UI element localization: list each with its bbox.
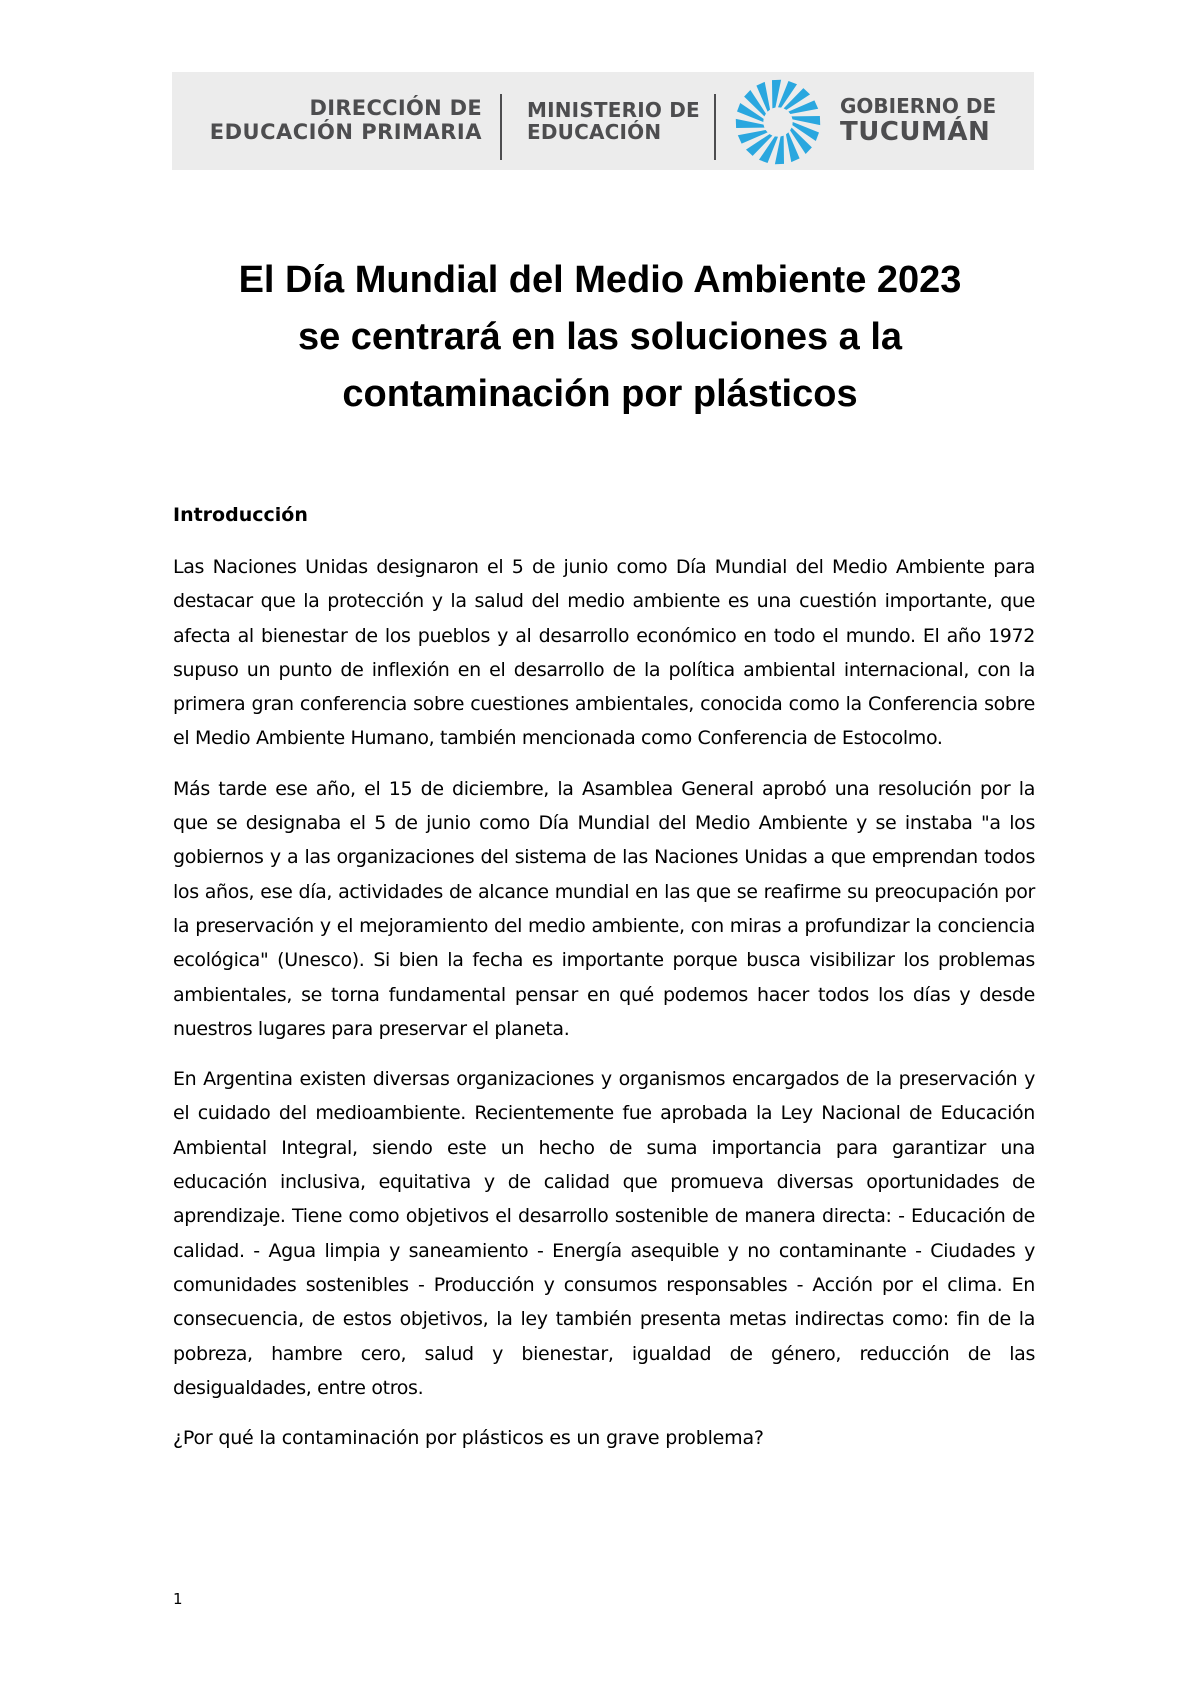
logo-direccion-educacion-primaria <box>184 72 482 170</box>
logo-ministerio-educacion <box>527 72 717 170</box>
logo-ministerio-line2: EDUCACIÓN <box>527 120 662 144</box>
document-body <box>173 498 1035 1455</box>
logo-divider <box>500 94 502 160</box>
paragraph-2: Más tarde ese año, el 15 de diciembre, la Asamblea General aprobó una resolución por la que se designaba el 5 de junio como Día Mundial del Medio Ambiente y se instaba "a los gobiernos y a las organizaciones del sistema de las Naciones Unidas a que emprendan todos los años, ese día, actividades de alcance mundial en las que se reafirme su preocupación por la preservación y el mejoramiento del medio ambiente, con miras a profundizar la conciencia ecológica" (Unesco). Si bien la fecha es importante porque busca visibilizar los problemas ambientales, se torna fundamental pensar en qué podemos hacer todos los días y desde nuestros lugares para preservar el planeta. <box>173 777 1035 1040</box>
logo-ministerio-line1: MINISTERIO DE <box>527 97 700 122</box>
logo-gobierno-line2: TUCUMÁN <box>840 116 991 147</box>
document-title <box>130 252 1070 423</box>
paragraph-1: Las Naciones Unidas designaron el 5 de junio como Día Mundial del Medio Ambiente para destacar que la protección y la salud del medio ambiente es una cuestión importante, que afecta al bienestar de los pueblos y al desarrollo económico en todo el mundo. El año 1972 supuso un punto de inflexión en el desarrollo de la política ambiental internacional, con la primera gran conferencia sobre cuestiones ambientales, conocida como la Conferencia sobre el Medio Ambiente Humano, también mencionada como Conferencia de Estocolmo. <box>173 556 1035 750</box>
logo-primaria-line1: DIRECCIÓN DE <box>309 96 482 121</box>
page-number: 1 <box>173 1590 183 1608</box>
header-logos-banner <box>172 72 1034 170</box>
paragraph-3: En Argentina existen diversas organizaciones y organismos encargados de la preservación y el cuidado del medioambiente. Recientemente fue aprobada la Ley Nacional de Educación Ambiental Integral, siendo este un hecho de suma importancia para garantizar una educación inclusiva, equitativa y de calidad que promueva diversas oportunidades de aprendizaje. Tiene como objetivos el desarrollo sostenible de manera directa: - Educación de calidad. - Agua limpia y saneamiento - Energía asequible y no contaminante - Ciudades y comunidades sostenibles - Producción y consumos responsables - Acción por el clima. En consecuencia, de estos objetivos, la ley también presenta metas indirectas como: fin de la pobreza, hambre cero, salud y bienestar, igualdad de género, reducción de las desigualdades, entre otros. <box>173 1068 1035 1399</box>
logo-primaria-line2: EDUCACIÓN PRIMARIA <box>209 120 482 144</box>
sun-emblem-icon <box>732 76 824 168</box>
question-heading: ¿Por qué la contaminación por plásticos es un grave problema? <box>173 1427 764 1450</box>
logo-divider <box>714 94 716 160</box>
logo-gobierno-tucuman <box>840 72 1030 170</box>
logo-gobierno-line1: GOBIERNO DE <box>840 94 997 119</box>
title-line-2: se centrará en las soluciones a la <box>297 316 903 358</box>
section-heading-introduccion: Introducción <box>173 504 308 526</box>
title-line-1: El Día Mundial del Medio Ambiente 2023 <box>238 259 962 301</box>
title-line-3: contaminación por plásticos <box>342 373 858 415</box>
